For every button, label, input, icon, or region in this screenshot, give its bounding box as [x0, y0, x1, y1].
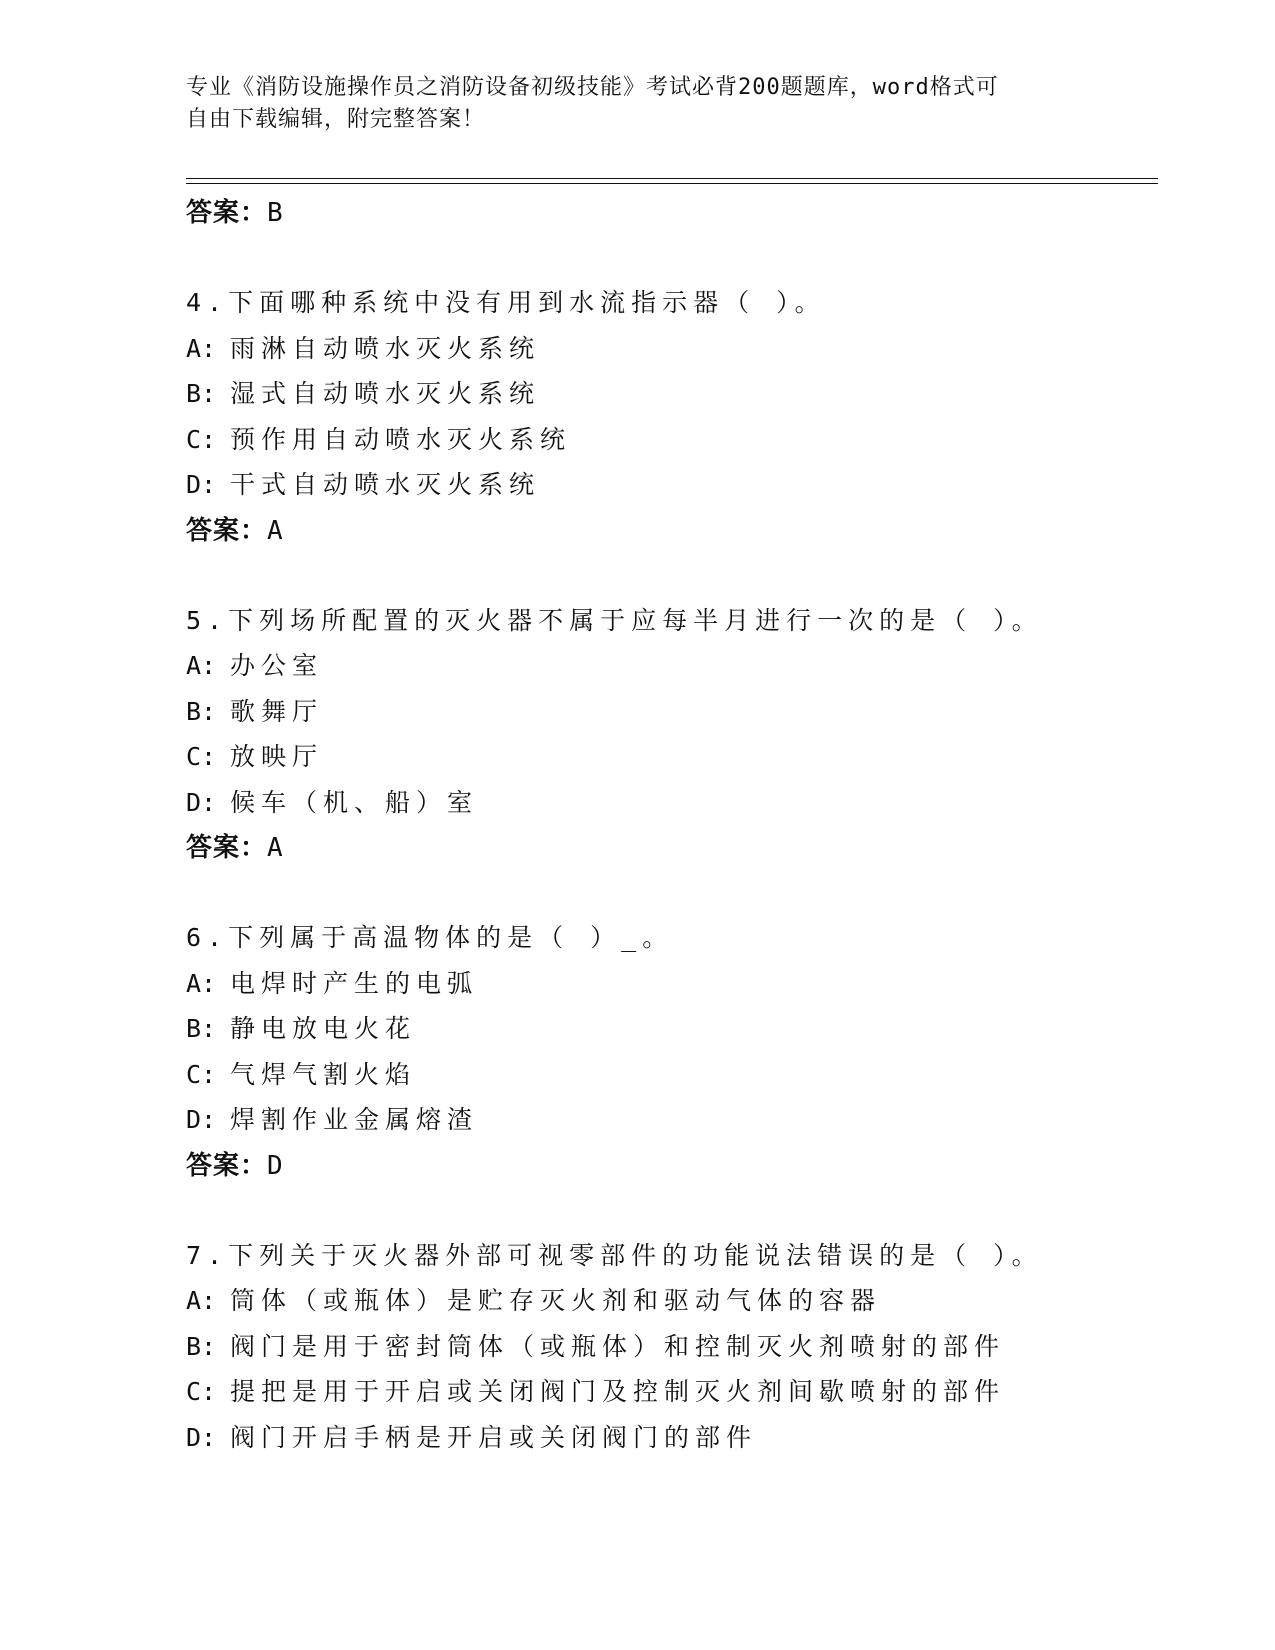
answer-label: 答案：	[186, 515, 268, 546]
header-line-1: 专业《消防设施操作员之消防设备初级技能》考试必背200题题库，word格式可	[186, 75, 999, 100]
option-text: 湿式自动喷水灭火系统	[230, 379, 541, 408]
option-text: 放映厅	[230, 742, 324, 771]
answer-value: B	[267, 198, 284, 228]
option-key: A:	[186, 1286, 217, 1315]
answer-line	[186, 190, 1146, 236]
option-d	[186, 780, 1146, 826]
option-text: 雨淋自动喷水灭火系统	[230, 333, 541, 363]
option-key: B:	[186, 696, 217, 726]
option-a	[186, 961, 1146, 1007]
option-text: 焊割作业金属熔渣	[230, 1105, 479, 1134]
option-key: C:	[186, 1377, 217, 1406]
option-text: 歌舞厅	[230, 696, 324, 726]
question-text: 7.下列关于灭火器外部可视零部件的功能说法错误的是（ ）。	[186, 1240, 1043, 1270]
option-text: 干式自动喷水灭火系统	[230, 470, 541, 499]
question-text: 5.下列场所配置的灭火器不属于应每半月进行一次的是（ ）。	[186, 605, 1043, 635]
option-b	[186, 689, 1146, 735]
option-key: C:	[186, 424, 217, 454]
answer-label: 答案：	[186, 833, 268, 863]
option-a	[186, 643, 1146, 689]
header-divider-top	[186, 178, 1158, 179]
answer-value: A	[267, 833, 284, 863]
question-6	[186, 915, 1146, 1189]
option-b	[186, 1006, 1146, 1052]
option-d	[186, 1097, 1146, 1143]
option-text: 候车（机、船）室	[230, 787, 479, 817]
option-text: 气焊气割火焰	[230, 1059, 417, 1089]
option-c	[186, 1052, 1146, 1098]
option-text: 阀门是用于密封筒体（或瓶体）和控制灭火剂喷射的部件	[230, 1331, 1006, 1361]
option-text: 预作用自动喷水灭火系统	[230, 424, 572, 454]
option-key: A:	[186, 651, 217, 680]
answer-line	[186, 825, 1146, 871]
question-5	[186, 598, 1146, 872]
document-header	[186, 72, 1086, 136]
question-list	[186, 190, 1146, 1460]
option-key: D:	[186, 1422, 217, 1452]
question-4	[186, 280, 1146, 554]
option-key: D:	[186, 1105, 217, 1134]
question-text: 4.下面哪种系统中没有用到水流指示器（ ）。	[186, 288, 826, 317]
answer-line	[186, 1143, 1146, 1189]
option-text: 提把是用于开启或关闭阀门及控制灭火剂间歇喷射的部件	[230, 1377, 1006, 1406]
option-key: D:	[186, 470, 217, 499]
answer-value: D	[267, 1150, 284, 1181]
question-text: 6.下列属于高温物体的是（ ）_。	[186, 923, 674, 952]
answer-value: A	[267, 515, 284, 546]
header-line-2: 自由下载编辑，附完整答案！	[186, 107, 486, 132]
option-d	[186, 1415, 1146, 1461]
option-text: 办公室	[230, 651, 324, 680]
option-text: 静电放电火花	[230, 1014, 417, 1043]
option-text: 阀门开启手柄是开启或关闭阀门的部件	[230, 1422, 758, 1452]
option-key: B:	[186, 379, 217, 408]
option-a	[186, 1278, 1146, 1324]
option-key: B:	[186, 1014, 217, 1043]
option-a	[186, 326, 1146, 372]
option-b	[186, 371, 1146, 417]
option-key: B:	[186, 1331, 217, 1361]
header-divider-bottom	[186, 183, 1158, 184]
answer-label: 答案：	[186, 1150, 268, 1181]
answer-line	[186, 508, 1146, 554]
option-key: C:	[186, 742, 217, 771]
option-d	[186, 462, 1146, 508]
option-c	[186, 417, 1146, 463]
answer-label: 答案：	[186, 198, 268, 228]
option-key: D:	[186, 787, 217, 817]
option-c	[186, 1369, 1146, 1415]
option-text: 筒体（或瓶体）是贮存灭火剂和驱动气体的容器	[230, 1286, 882, 1315]
option-key: A:	[186, 333, 217, 363]
option-c	[186, 734, 1146, 780]
option-b	[186, 1324, 1146, 1370]
question-7	[186, 1233, 1146, 1461]
option-text: 电焊时产生的电弧	[230, 968, 479, 998]
option-key: A:	[186, 968, 217, 998]
option-key: C:	[186, 1059, 217, 1089]
